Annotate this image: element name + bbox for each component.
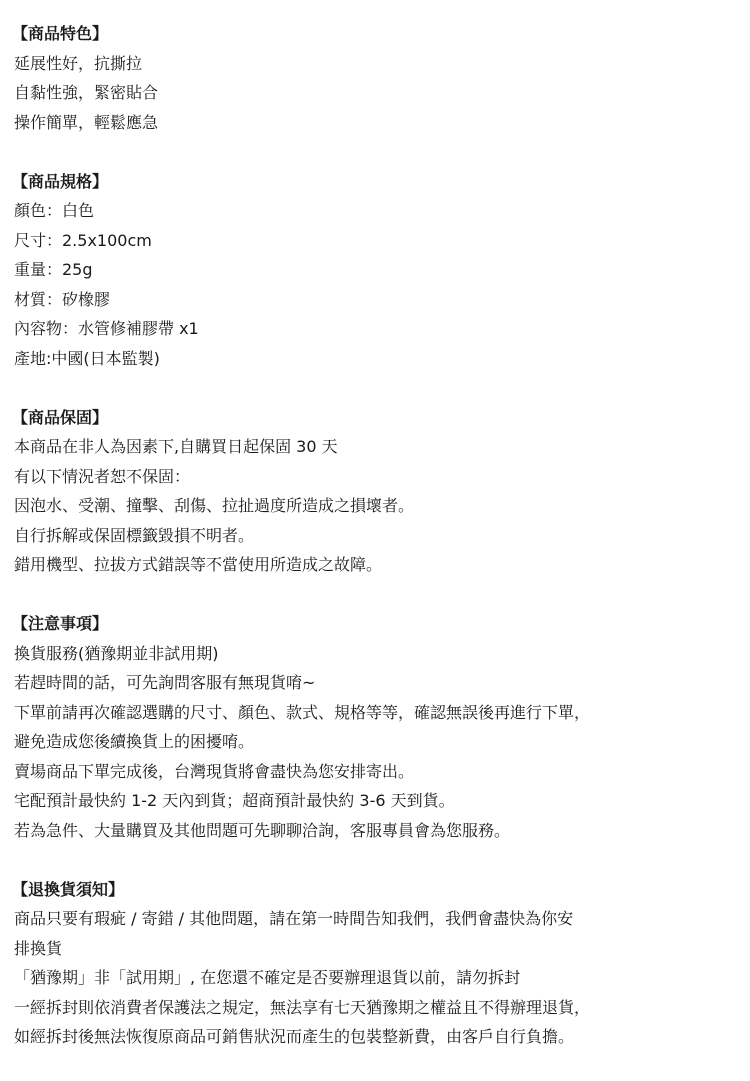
section-specifications: [14, 167, 736, 374]
text-line: 本商品在非人為因素下,自購買日起保固 30 天: [14, 437, 338, 456]
product-description: [14, 19, 736, 1081]
text-line: 商品只要有瑕疵 / 寄錯 / 其他問題，請在第一時間告知我們，我們會盡快為你安: [14, 909, 574, 928]
text-line: 下單前請再次確認選購的尺寸、顏色、款式、規格等等，確認無誤後再進行下單，: [14, 702, 591, 722]
text-line: 顏色：白色: [14, 201, 95, 220]
section-warranty: [14, 403, 736, 580]
text-line: 因泡水、受潮、撞擊、刮傷、拉扯過度所造成之損壞者。: [14, 496, 415, 515]
text-line: 避免造成您後續換貨上的困擾唷。: [14, 732, 255, 751]
text-line: 如經拆封後無法恢復原商品可銷售狀況而產生的包裝整新費，由客戶自行負擔。: [14, 1027, 575, 1046]
text-line: 材質：矽橡膠: [14, 289, 111, 309]
text-line: 內容物：水管修補膠帶 x1: [14, 319, 199, 338]
text-line: 賣場商品下單完成後，台灣現貨將會盡快為您安排寄出。: [14, 761, 415, 781]
section-heading: 【注意事項】: [12, 614, 109, 633]
section-heading: 【退換貨須知】: [12, 879, 125, 899]
text-line: 宅配預計最快約 1-2 天內到貨；超商預計最快約 3-6 天到貨。: [14, 791, 455, 810]
text-line: 操作簡單，輕鬆應急: [14, 112, 159, 132]
text-line: 若為急件、大量購買及其他問題可先聊聊洽詢，客服專員會為您服務。: [14, 820, 511, 840]
text-line: 排換貨: [14, 938, 63, 958]
text-line: 錯用機型、拉拔方式錯誤等不當使用所造成之故障。: [14, 555, 383, 574]
text-line: 自黏性強，緊密貼合: [14, 83, 159, 102]
section-notes: [14, 609, 736, 845]
text-line: 換貨服務(猶豫期並非試用期): [14, 643, 219, 663]
text-line: 自行拆解或保固標籤毀損不明者。: [14, 525, 255, 545]
text-line: 尺寸：2.5x100cm: [14, 230, 152, 250]
section-returns: [14, 875, 736, 1052]
text-line: 產地:中國(日本監製): [14, 348, 160, 368]
text-line: 延展性好，抗撕拉: [14, 53, 143, 73]
section-heading: 【商品特色】: [12, 24, 109, 43]
section-heading: 【商品保固】: [12, 407, 109, 427]
section-heading: 【商品規格】: [12, 171, 109, 191]
text-line: 「猶豫期」非「試用期」, 在您還不確定是否要辦理退貨以前，請勿拆封: [14, 968, 521, 987]
text-line: 重量：25g: [14, 260, 93, 279]
text-line: 一經拆封則依消費者保護法之規定，無法享有七天猶豫期之權益且不得辦理退貨，: [14, 997, 591, 1017]
text-line: 有以下情況者恕不保固：: [14, 466, 191, 486]
section-features: [14, 19, 736, 137]
text-line: 若趕時間的話，可先詢問客服有無現貨唷~: [14, 673, 316, 692]
